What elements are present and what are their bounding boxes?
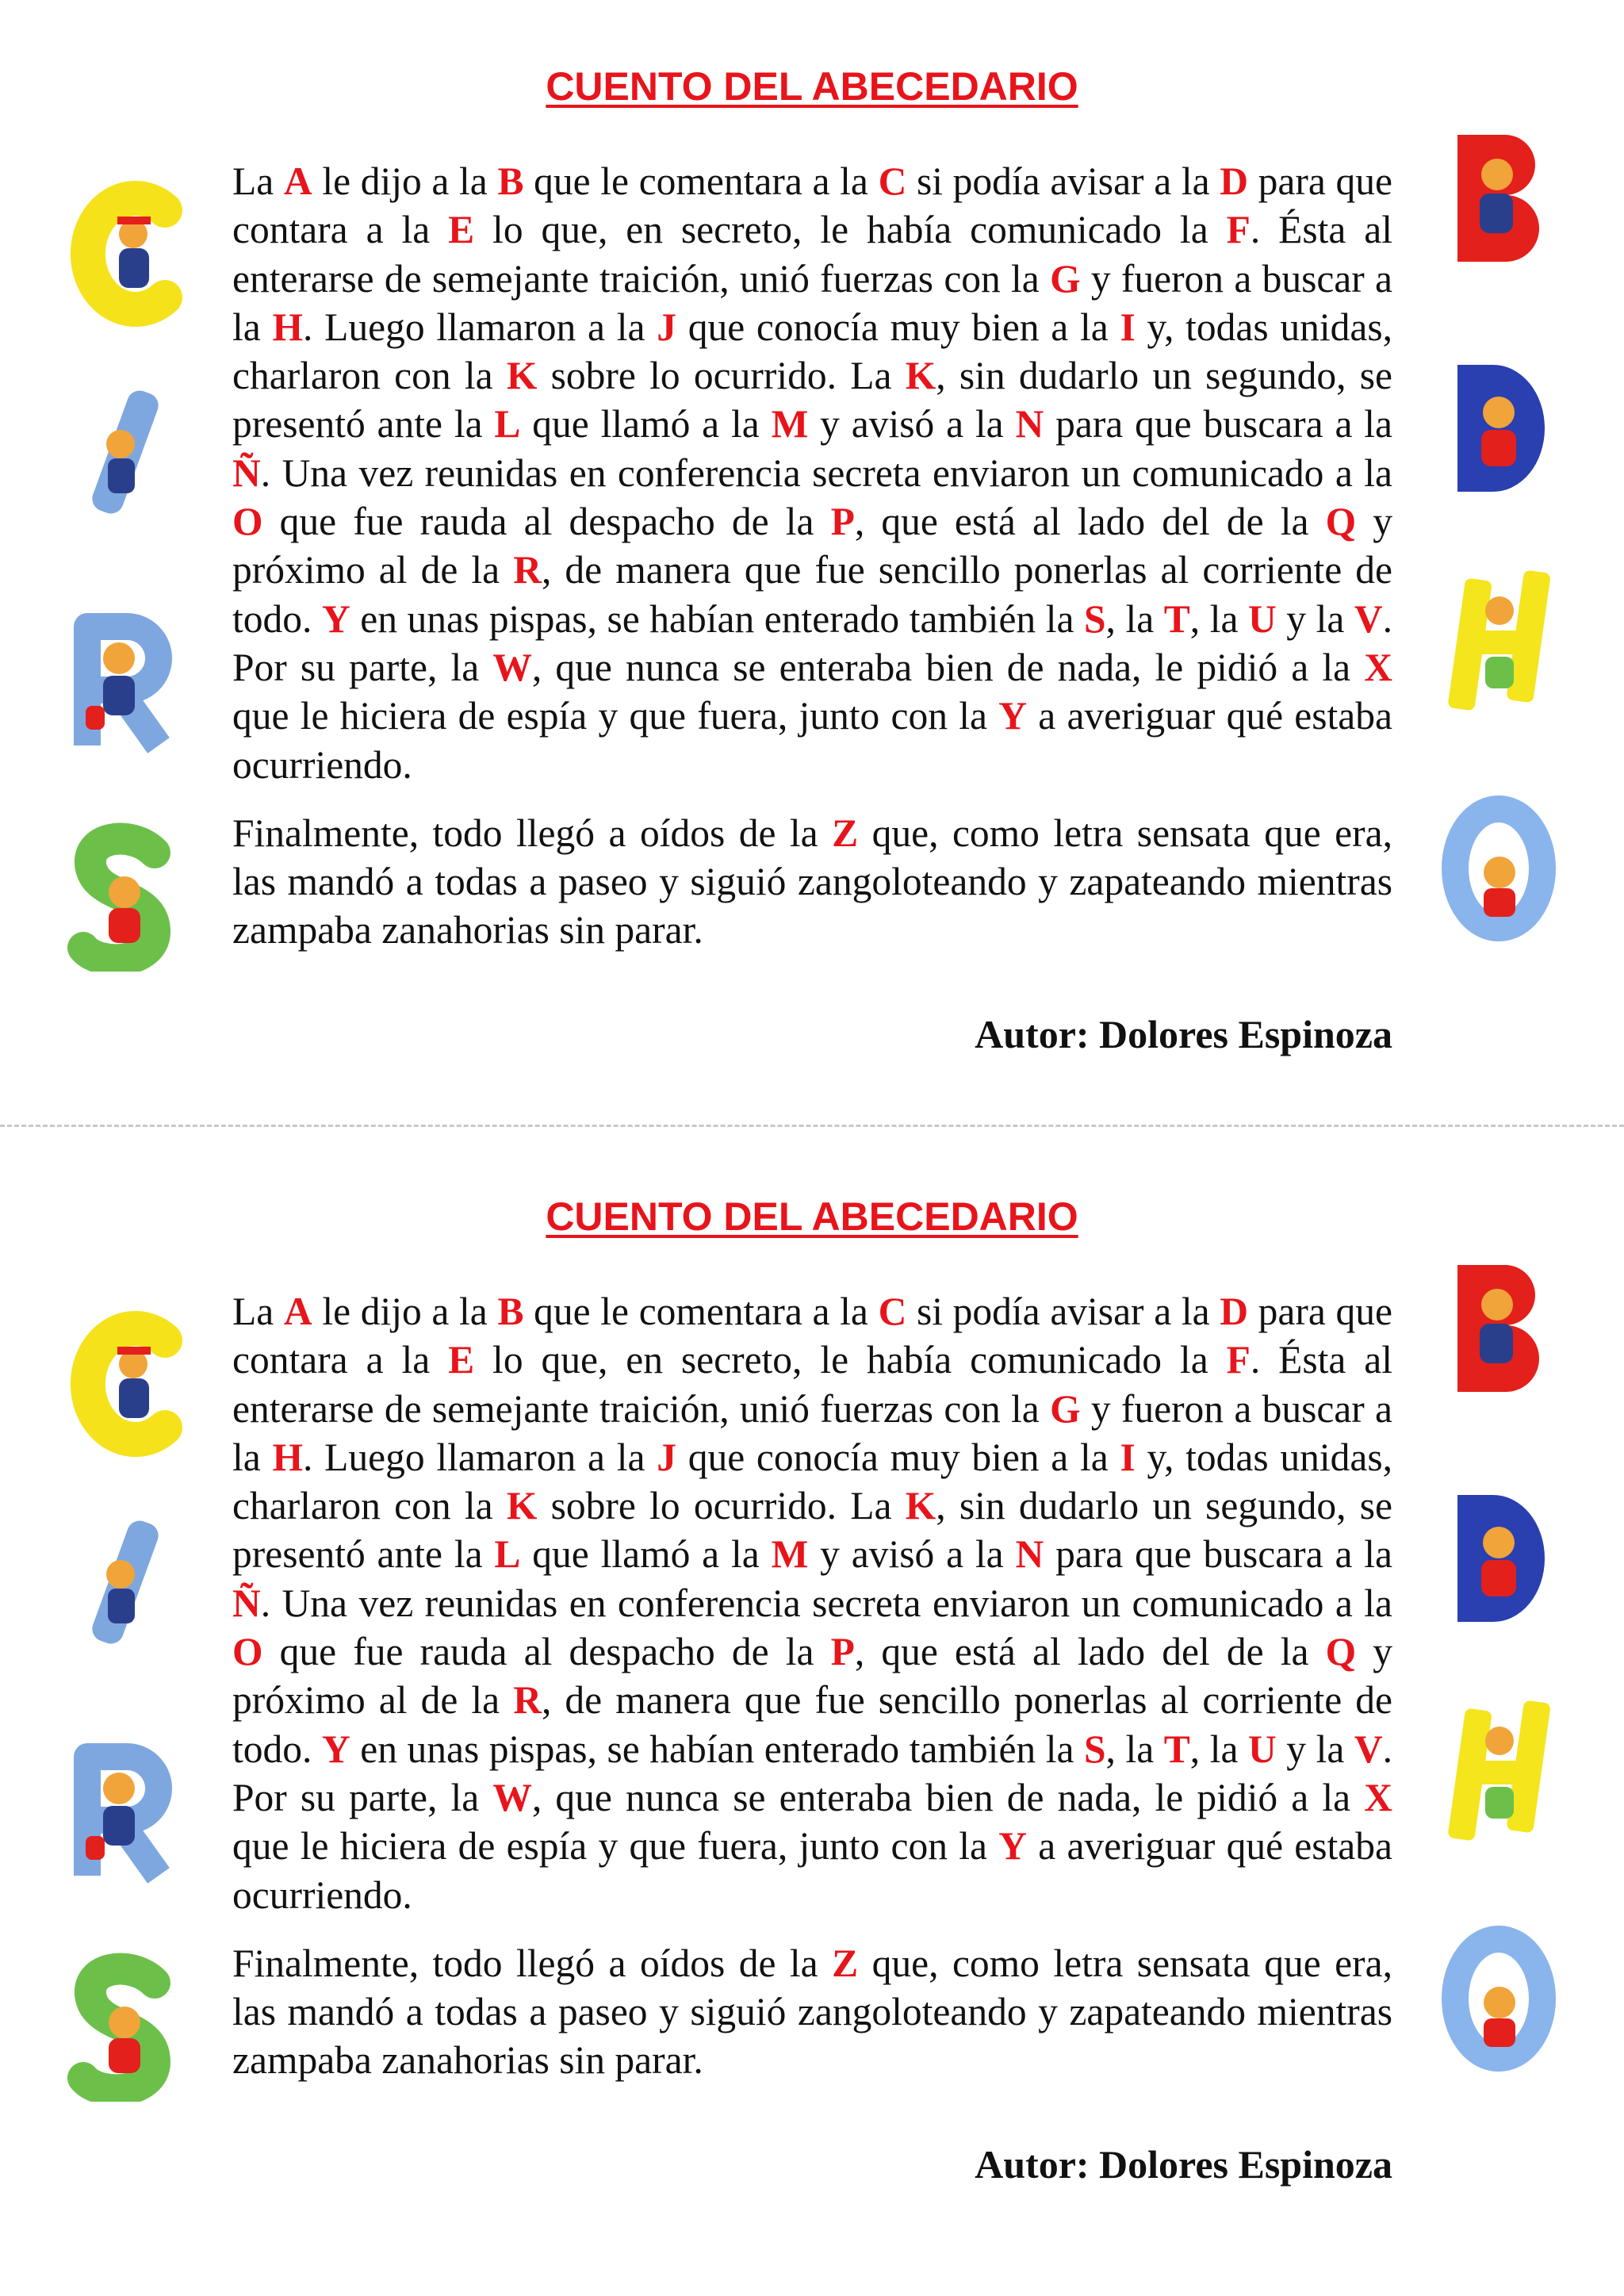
story-author: Autor: Dolores Espinoza bbox=[975, 2142, 1392, 2187]
letter-i-bear-icon bbox=[63, 1503, 182, 1654]
highlighted-letter: V bbox=[1354, 596, 1383, 641]
highlighted-letter: N bbox=[1015, 1532, 1044, 1577]
highlighted-letter: I bbox=[1120, 305, 1136, 349]
story-text bbox=[232, 157, 1392, 955]
letter-s-bear-icon bbox=[59, 821, 178, 972]
highlighted-letter: J bbox=[657, 1435, 676, 1479]
highlighted-letter: D bbox=[1220, 159, 1248, 203]
highlighted-letter: V bbox=[1354, 1727, 1383, 1771]
highlighted-letter: D bbox=[1220, 1290, 1248, 1333]
highlighted-letter: G bbox=[1050, 256, 1081, 301]
highlighted-letter: M bbox=[771, 1532, 809, 1577]
highlighted-letter: K bbox=[506, 1484, 538, 1528]
highlighted-letter: L bbox=[494, 1532, 521, 1577]
highlighted-letter: O bbox=[232, 1630, 263, 1674]
highlighted-letter: F bbox=[1226, 1338, 1251, 1382]
highlighted-letter: P bbox=[830, 1630, 855, 1674]
highlighted-letter: U bbox=[1247, 596, 1277, 641]
highlighted-letter: M bbox=[771, 402, 809, 447]
letter-c-bear-icon bbox=[70, 1309, 189, 1459]
letter-o-bear-icon bbox=[1439, 1923, 1558, 2074]
highlighted-letter: W bbox=[492, 1775, 532, 1819]
highlighted-letter: K bbox=[905, 354, 936, 398]
highlighted-letter: B bbox=[497, 159, 524, 203]
letter-i-bear-icon bbox=[63, 373, 182, 523]
highlighted-letter: Y bbox=[321, 1727, 350, 1771]
highlighted-letter: G bbox=[1050, 1386, 1081, 1431]
highlighted-letter: K bbox=[506, 354, 538, 398]
letter-h-bear-icon bbox=[1439, 1693, 1558, 1844]
highlighted-letter: U bbox=[1247, 1727, 1277, 1771]
highlighted-letter: X bbox=[1364, 645, 1392, 689]
letter-d-bear-icon bbox=[1434, 1479, 1553, 1630]
highlighted-letter: R bbox=[513, 548, 542, 592]
letter-r-bear-icon bbox=[56, 1733, 174, 1884]
story-paragraph-2: Finalmente, todo llegó a oídos de la Z que, como letra sensata que era, las mandó a todas a paseo y siguió zangoloteando y zapateando mientras zampaba zanahorias sin parar. bbox=[232, 811, 1392, 953]
highlighted-letter: B bbox=[497, 1290, 524, 1333]
story-paragraph-1: La A le dijo a la B que le comentara a la C si podía avisar a la D para que contara a la E lo que, en secreto, le había comunicado la F. Ésta al enterarse de semejante traición, unió fuerzas con la G y fueron a buscar a la H. Luego llamaron a la J que conocía muy bien a la I y, todas unidas, charlaron con la K sobre lo ocurrido. La K, sin dudarlo un segundo, se presentó ante la L que llamó a la M y avisó a la N para que buscara a la Ñ. Una vez reunidas en conferencia secreta enviaron un comunicado a la O que fue rauda al despacho de la P, que está al lado del de la Q y próximo al de la R, de manera que fue sencillo ponerlas al corriente de todo. Y en unas pispas, se habían enterado también la S, la T, la U y la V. Por su parte, la W, que nunca se enteraba bien de nada, le pidió a la X que le hiciera de espía y que fuera, junto con la Y a averiguar qué estaba ocurriendo. bbox=[232, 159, 1393, 787]
story-text bbox=[232, 1287, 1392, 2085]
highlighted-letter: W bbox=[492, 645, 532, 689]
highlighted-letter: E bbox=[448, 208, 475, 252]
highlighted-letter: Q bbox=[1325, 1630, 1357, 1674]
highlighted-letter: J bbox=[657, 305, 676, 349]
story-card-1 bbox=[0, 0, 1624, 1126]
letter-h-bear-icon bbox=[1439, 563, 1558, 714]
highlighted-letter: P bbox=[830, 500, 855, 544]
highlighted-letter: Y bbox=[998, 694, 1027, 738]
highlighted-letter: F bbox=[1226, 208, 1251, 252]
highlighted-letter: E bbox=[448, 1338, 475, 1382]
highlighted-letter: Y bbox=[321, 596, 350, 641]
highlighted-letter: S bbox=[1084, 596, 1106, 641]
letter-c-bear-icon bbox=[70, 178, 189, 329]
story-card-2 bbox=[0, 1130, 1624, 2256]
highlighted-letter: A bbox=[283, 159, 312, 203]
highlighted-letter: Z bbox=[832, 811, 859, 855]
cut-line-divider bbox=[0, 1125, 1624, 1127]
highlighted-letter: X bbox=[1364, 1775, 1392, 1819]
highlighted-letter: T bbox=[1163, 1727, 1190, 1771]
story-author: Autor: Dolores Espinoza bbox=[975, 1012, 1392, 1056]
highlighted-letter: O bbox=[232, 500, 263, 544]
story-paragraph-1: La A le dijo a la B que le comentara a la C si podía avisar a la D para que contara a la E lo que, en secreto, le había comunicado la F. Ésta al enterarse de semejante traición, unió fuerzas con la G y fueron a buscar a la H. Luego llamaron a la J que conocía muy bien a la I y, todas unidas, charlaron con la K sobre lo ocurrido. La K, sin dudarlo un segundo, se presentó ante la L que llamó a la M y avisó a la N para que buscara a la Ñ. Una vez reunidas en conferencia secreta enviaron un comunicado a la O que fue rauda al despacho de la P, que está al lado del de la Q y próximo al de la R, de manera que fue sencillo ponerlas al corriente de todo. Y en unas pispas, se habían enterado también la S, la T, la U y la V. Por su parte, la W, que nunca se enteraba bien de nada, le pidió a la X que le hiciera de espía y que fuera, junto con la Y a averiguar qué estaba ocurriendo. bbox=[232, 1290, 1393, 1917]
highlighted-letter: H bbox=[272, 305, 303, 349]
highlighted-letter: A bbox=[283, 1290, 312, 1333]
highlighted-letter: I bbox=[1120, 1435, 1136, 1479]
highlighted-letter: C bbox=[878, 159, 907, 203]
highlighted-letter: R bbox=[513, 1678, 542, 1723]
letter-r-bear-icon bbox=[56, 603, 174, 753]
highlighted-letter: C bbox=[878, 1290, 907, 1333]
highlighted-letter: Q bbox=[1325, 500, 1357, 544]
letter-d-bear-icon bbox=[1434, 349, 1553, 500]
story-title: CUENTO DEL ABECEDARIO bbox=[546, 64, 1078, 109]
highlighted-letter: Ñ bbox=[232, 1581, 261, 1625]
letter-b-bear-icon bbox=[1434, 1249, 1553, 1400]
story-paragraph-2: Finalmente, todo llegó a oídos de la Z que, como letra sensata que era, las mandó a todas a paseo y siguió zangoloteando y zapateando mientras zampaba zanahorias sin parar. bbox=[232, 1941, 1392, 2083]
highlighted-letter: K bbox=[905, 1484, 936, 1528]
story-title: CUENTO DEL ABECEDARIO bbox=[546, 1194, 1078, 1239]
letter-s-bear-icon bbox=[59, 1951, 178, 2102]
highlighted-letter: Ñ bbox=[232, 450, 261, 495]
highlighted-letter: L bbox=[494, 402, 521, 447]
highlighted-letter: Z bbox=[832, 1941, 859, 1985]
highlighted-letter: T bbox=[1163, 596, 1190, 641]
highlighted-letter: N bbox=[1015, 402, 1044, 447]
highlighted-letter: Y bbox=[998, 1824, 1027, 1869]
highlighted-letter: H bbox=[272, 1435, 303, 1479]
highlighted-letter: S bbox=[1084, 1727, 1106, 1771]
letter-b-bear-icon bbox=[1434, 119, 1553, 270]
letter-o-bear-icon bbox=[1439, 793, 1558, 944]
